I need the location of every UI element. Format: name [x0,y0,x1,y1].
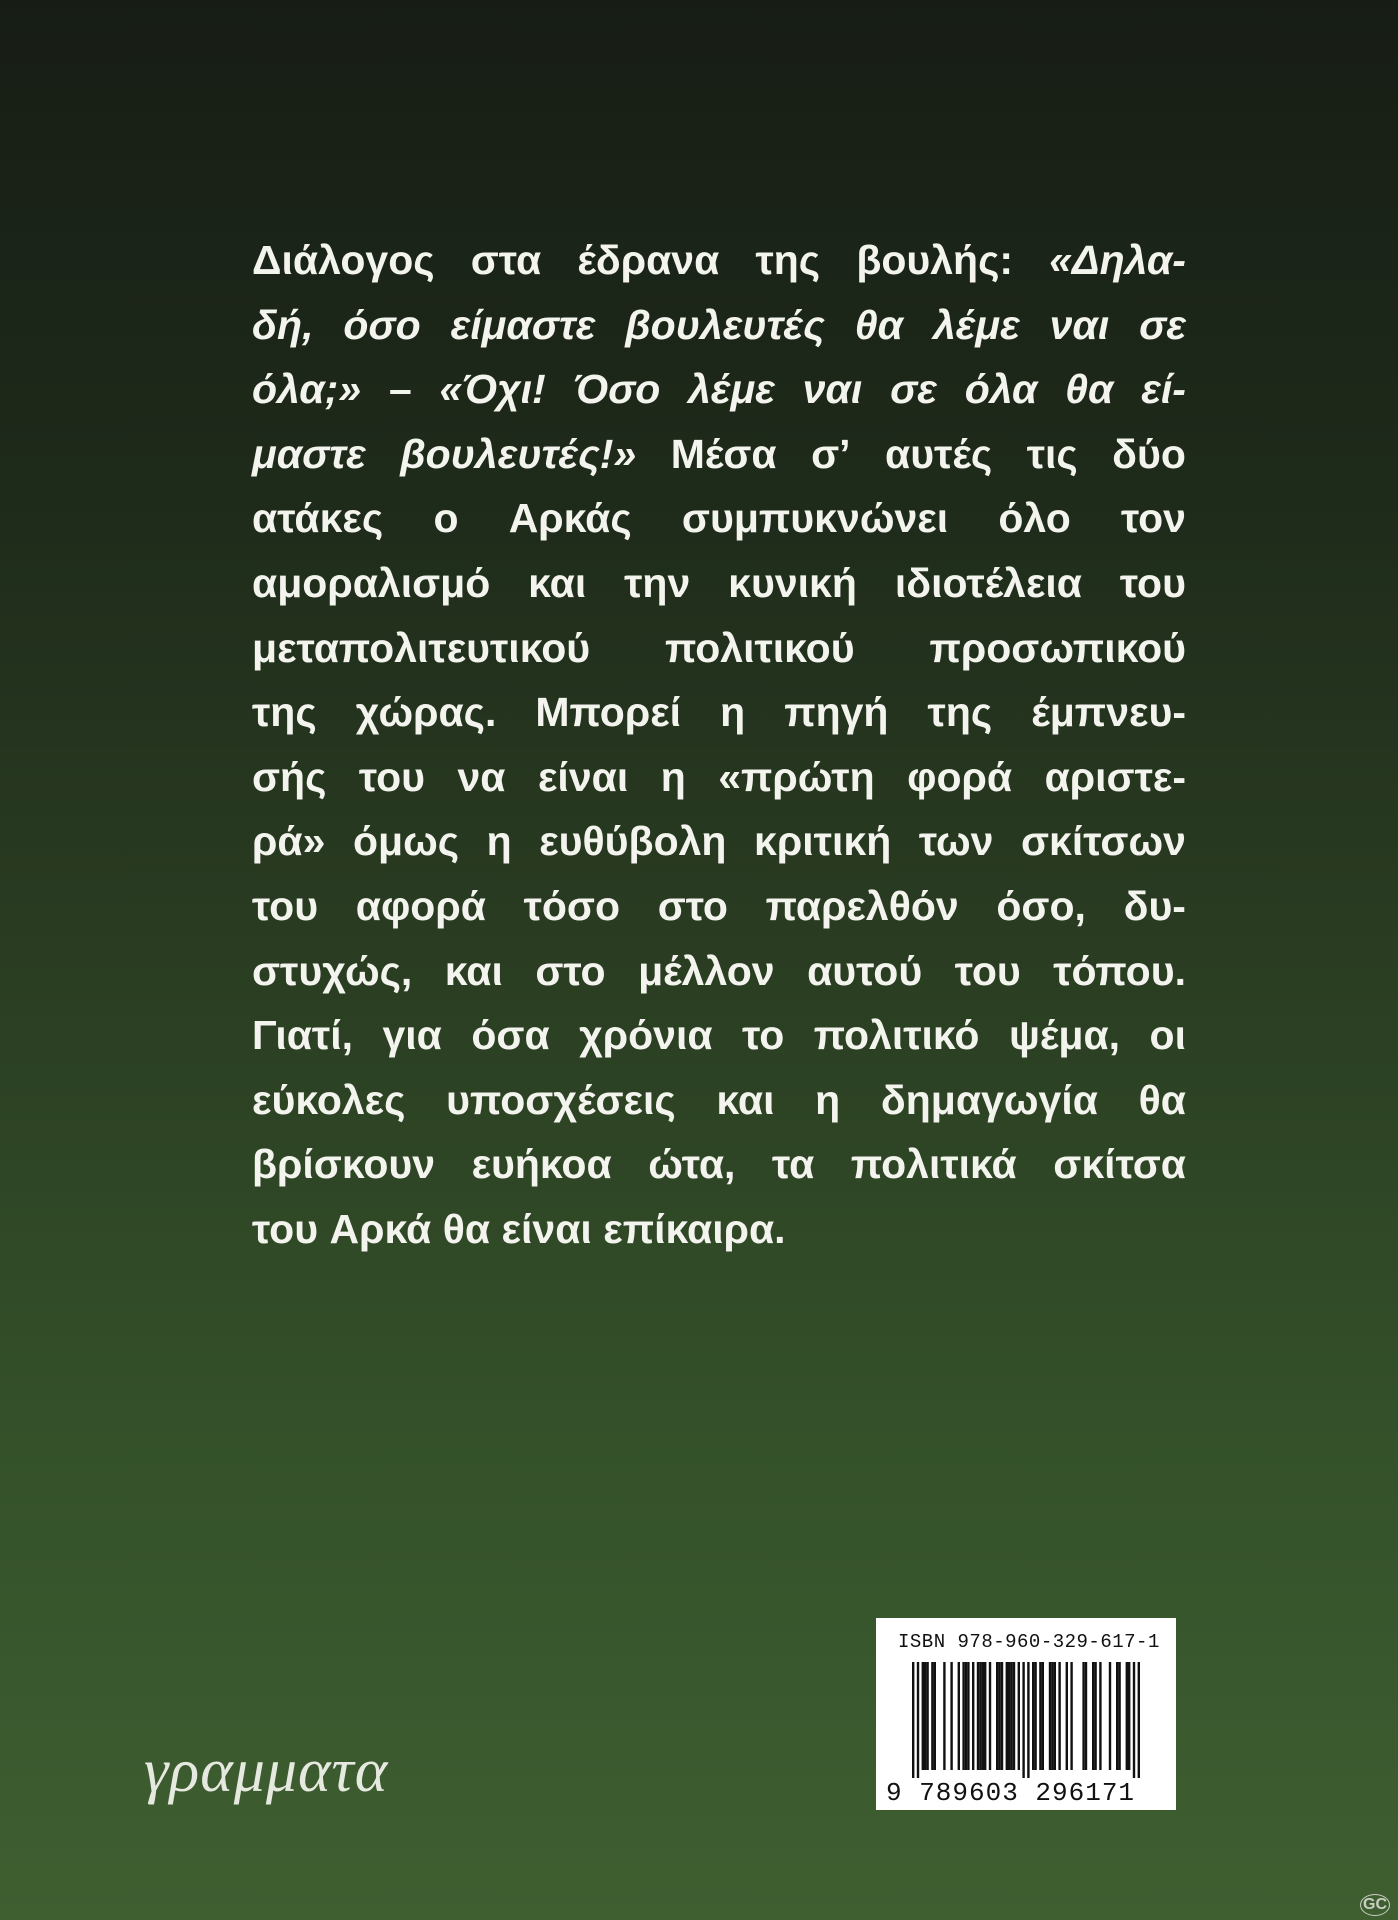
blurb-line [252,616,1186,681]
barcode-bar [1039,1662,1041,1770]
barcode-bar [931,1662,933,1770]
barcode-bar [912,1662,914,1778]
blurb-word: του [954,947,1021,994]
blurb-word: τόπου. [1053,947,1186,994]
blurb-word: του [1119,559,1186,606]
blurb-word: Αρκάς [508,495,632,542]
barcode-bar [1099,1662,1101,1770]
blurb-word: Αρκά [329,1205,432,1252]
blurb-word: έδρανα [577,237,720,283]
blurb-word: Γιατί, [252,1012,353,1059]
blurb-word: της [755,237,821,283]
blurb-word: Μέσα [670,430,777,477]
barcode-bar [950,1662,952,1770]
barcode-bar [1109,1662,1111,1770]
barcode-bar [1128,1662,1130,1770]
blurb-word: πολιτικού [665,624,855,671]
blurb-word: τις [1026,430,1078,477]
blurb-word: τα [771,1141,815,1188]
blurb-word: στυχώς, [252,947,413,994]
blurb-word: στα [470,237,542,283]
barcode-bar [924,1662,926,1770]
blurb-word: λέμε [688,366,775,413]
barcode-bar [1049,1662,1051,1770]
blurb-line [252,874,1186,939]
blurb-word: χώρας. [355,689,497,736]
blurb-word: «πρώτη [718,753,875,800]
barcode-bar [1070,1662,1072,1770]
blurb-word: σ’ [811,430,851,477]
blurb-word: και [716,1076,775,1123]
blurb-word: όσο, [996,882,1086,929]
blurb-word: στο [657,882,728,929]
barcode-bar [967,1662,969,1770]
blurb-word: βουλευτές [625,301,825,348]
blurb-line [252,1003,1186,1068]
blurb-word: σκίτσων [1020,818,1186,865]
blurb-word: εύκολες [252,1076,406,1123]
blurb-word: ψέμα, [1008,1012,1121,1059]
barcode-bar [998,1662,1000,1770]
barcode-bar [989,1662,991,1770]
blurb-word: και [528,559,587,606]
blurb-line [252,809,1186,874]
blurb-word: τόσο [523,882,621,929]
barcode-bar [1116,1662,1118,1770]
blurb-word: – [388,366,412,413]
blurb-word: αριστε- [1044,753,1186,800]
barcode-bar [1054,1662,1056,1770]
blurb-word: όσο [343,301,421,348]
blurb-word: του [252,882,319,929]
barcode-bar [1118,1662,1120,1770]
barcode-bar [1138,1662,1140,1778]
blurb-line [252,357,1186,422]
publisher-logo: γραμματα [144,1737,389,1805]
blurb-word: ευθύβολη [539,818,727,865]
blurb-word: ευήκοα [471,1141,612,1188]
back-cover-blurb [252,228,1186,1262]
barcode-bar [1058,1662,1060,1770]
blurb-word: κριτική [754,818,892,865]
blurb-word: μέλλον [638,947,775,994]
blurb-word: ναι [1049,301,1110,348]
blurb-word: σε [890,366,937,413]
blurb-word: την [624,559,691,606]
blurb-word: μεταπολιτευτικού [252,624,591,671]
blurb-word: ο [433,495,459,542]
blurb-word: του [252,1205,319,1252]
barcode-bar [1092,1662,1094,1770]
blurb-line [252,939,1186,1004]
barcode-bar [1066,1662,1068,1770]
blurb-word: Διάλογος [252,237,435,283]
blurb-word: και [444,947,503,994]
blurb-word: πηγή [784,689,889,736]
blurb-word: η [815,1076,841,1123]
isbn-barcode [876,1618,1176,1810]
barcode-bar [958,1662,960,1770]
blurb-line [252,1068,1186,1133]
blurb-word: πολιτικό [813,1012,980,1059]
blurb-word: χρόνια [579,1012,713,1059]
blurb-word: Μπορεί [535,689,682,736]
blurb-line [252,1132,1186,1197]
blurb-word: των [918,818,994,865]
barcode-bar [996,1662,998,1770]
barcode-bar [1018,1662,1020,1770]
blurb-word: όλα;» [252,366,362,413]
blurb-line [252,228,1186,293]
blurb-word: να [457,753,506,800]
barcode-bar [917,1662,919,1778]
blurb-word: αφορά [355,882,486,929]
barcode-bar [1034,1662,1036,1770]
blurb-word: λέμε [932,301,1020,348]
ean-digits: 9 789603 296171 [886,1778,1136,1808]
blurb-word: προσωπικού [929,624,1186,671]
blurb-word: οι [1149,1012,1186,1059]
blurb-line [252,293,1186,358]
blurb-line [252,422,1186,487]
blurb-word: παρελθόν [765,882,959,929]
barcode-bar [977,1662,979,1770]
blurb-word: θα [442,1205,491,1252]
blurb-word: βρίσκουν [252,1141,436,1188]
blurb-word: ρά» [252,818,326,865]
blurb-word: δημαγωγία [880,1076,1098,1123]
blurb-word: είναι [501,1205,592,1252]
blurb-word: η [720,689,746,736]
blurb-word: συμπυκνώνει [681,495,949,542]
blurb-word: «Όχι! [439,366,546,413]
barcode-bar [1008,1662,1010,1770]
barcode-bar [1027,1662,1029,1778]
barcode-bar [1094,1662,1096,1770]
barcode-bars [912,1662,1140,1778]
blurb-word: ιδιοτέλεια [894,559,1083,606]
blurb-word: δυ- [1123,882,1186,929]
blurb-word: όλο [998,495,1071,542]
barcode-bar [984,1662,986,1770]
barcode-bar [979,1662,981,1770]
blurb-word: αυτές [885,430,993,477]
blurb-line [252,680,1186,745]
blurb-word: τον [1120,495,1186,542]
blurb-word: θα [1138,1076,1186,1123]
blurb-line [252,1197,1186,1262]
barcode-bar [1022,1662,1024,1778]
blurb-word: η [486,818,512,865]
blurb-line [252,745,1186,810]
blurb-word: θα [1065,366,1114,413]
barcode-bar [972,1662,974,1770]
blurb-word: δύο [1112,430,1186,477]
blurb-word: στο [535,947,606,994]
blurb-word: κυνική [728,559,857,606]
blurb-line [252,551,1186,616]
barcode-bar [1010,1662,1012,1770]
blurb-word: είμαστε [450,301,596,348]
blurb-word: βουλευτές!» [400,430,637,477]
blurb-word: μαστε [252,430,366,477]
barcode-bar [965,1662,967,1770]
barcode-bar [1032,1662,1034,1770]
blurb-word: βουλής: [856,237,1014,283]
barcode-bar [1133,1662,1135,1778]
blurb-word: αμοραλισμό [252,559,491,606]
blurb-word: σής [252,753,327,800]
barcode-bar [1013,1662,1015,1770]
barcode-bar [943,1662,945,1770]
blurb-word: πολιτικά [850,1141,1017,1188]
barcode-bar [1082,1662,1084,1770]
blurb-word: δή, [252,301,314,348]
barcode-bar [1006,1662,1008,1770]
blurb-word: ατάκες [252,495,384,542]
blurb-word: υποσχέσεις [446,1076,676,1123]
barcode-bar [926,1662,928,1770]
blurb-word: Όσο [573,366,661,413]
barcode-bar [1126,1662,1128,1770]
blurb-word: φορά [907,753,1013,800]
blurb-word: σκίτσα [1053,1141,1186,1188]
blurb-word: ώτα, [648,1141,736,1188]
barcode-bar [1051,1662,1053,1770]
blurb-word: θα [854,301,904,348]
blurb-word: του [358,753,425,800]
blurb-word: η [660,753,686,800]
blurb-word: έμπνευ- [1031,689,1186,736]
barcode-bar [1085,1662,1087,1770]
blurb-word: σε [1139,301,1186,348]
blurb-word: επίκαιρα. [603,1205,786,1252]
blurb-word: όλα [964,366,1038,413]
barcode-bar [934,1662,936,1770]
blurb-word: της [252,689,317,736]
blurb-line [252,486,1186,551]
scan-watermark: GC [1360,1894,1390,1916]
barcode-bar [922,1662,924,1770]
isbn-number: ISBN 978-960-329-617-1 [898,1631,1160,1653]
blurb-word: το [742,1012,785,1059]
blurb-word: «Δηλα- [1049,237,1186,283]
blurb-word: αυτού [807,947,923,994]
blurb-word: για [382,1012,442,1059]
blurb-word: όσα [471,1012,550,1059]
barcode-bar [1001,1662,1003,1770]
barcode-bar [1042,1662,1044,1770]
barcode-bar [982,1662,984,1770]
blurb-word: της [927,689,993,736]
blurb-word: όμως [352,818,460,865]
blurb-word: εί- [1141,366,1186,413]
blurb-word: είναι [537,753,629,800]
barcode-bar [962,1662,964,1770]
blurb-word: ναι [802,366,863,413]
